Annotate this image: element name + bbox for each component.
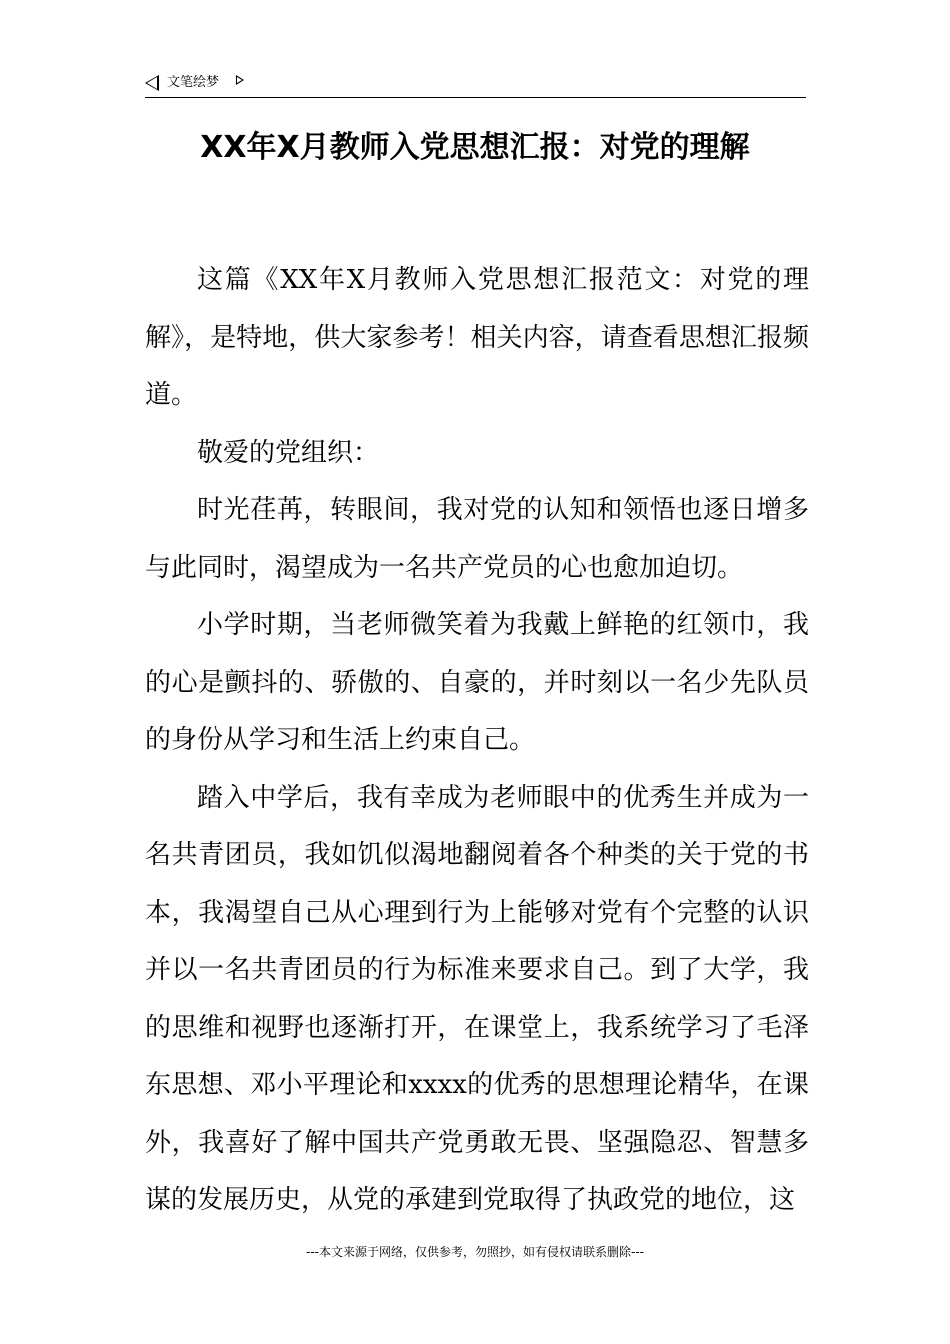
paragraph: 小学时期，当老师微笑着为我戴上鲜艳的红领巾，我的心是颤抖的、骄傲的、自豪的，并时刻以一名少先队员的身份从学习和生活上约束自己。 (145, 610, 809, 755)
paragraph: 时光荏苒，转眼间，我对党的认知和领悟也逐日增多与此同时，渴望成为一名共产党员的心也愈加迫切。 (145, 495, 809, 583)
document-title: XX年X月教师入党思想汇报：对党的理解 (200, 130, 750, 165)
triangle-left-outline-icon (145, 75, 159, 91)
paragraph: 敬爱的党组织： (197, 437, 380, 468)
paragraph: 踏入中学后，我有幸成为老师眼中的优秀生并成为一名共青团员，我如饥似渴地翻阅着各个种类的关于党的书本，我渴望自己从心理到行为上能够对党有个完整的认识并以一名共青团员的行为标准来要求自己。到了大学，我的思维和视野也逐渐打开，在课堂上，我系统学习了毛泽东思想、邓小平理论和xxxx的优秀的思想理论精华，在课外，我喜好了解中国共产党勇敢无畏、坚强隐忍、智慧多谋的发展历史，从党的承建到党取得了执政党的地位，这 (145, 782, 809, 1215)
header-divider (145, 97, 806, 98)
brand-name: 文笔绘梦 (167, 75, 220, 90)
page-header (145, 72, 805, 96)
footer-notice: ---本文来源于网络，仅供参考，勿照抄，如有侵权请联系删除--- (306, 1245, 644, 1259)
triangle-right-outline-icon (236, 75, 244, 85)
paragraph: 这篇《XX年X月教师入党思想汇报范文：对党的理解》，是特地，供大家参考！相关内容，请查看思想汇报频道。 (145, 265, 809, 410)
document-body (145, 252, 809, 1230)
